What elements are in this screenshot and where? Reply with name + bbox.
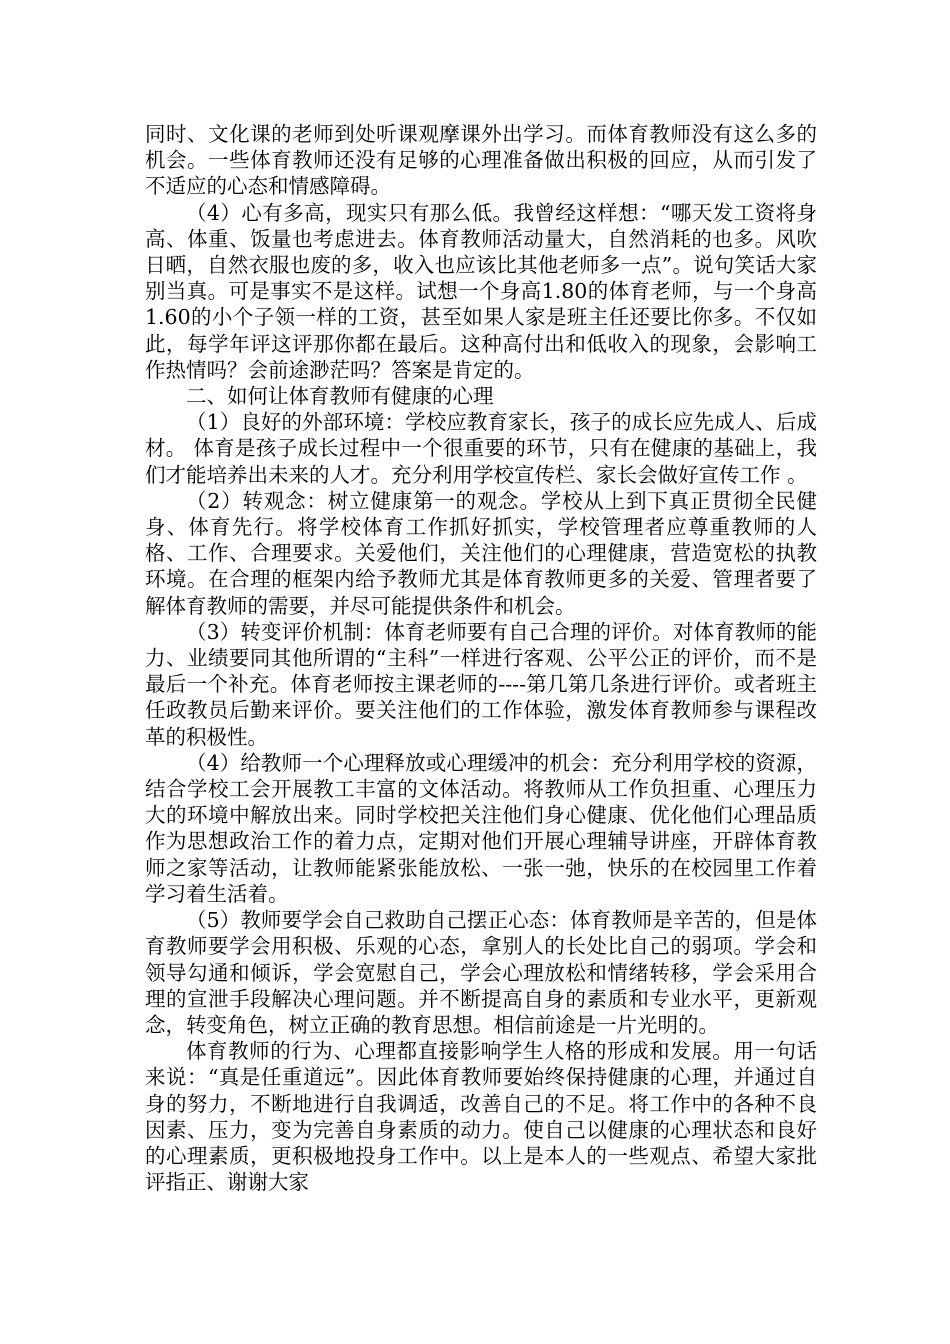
- paragraph-point-2-mindset: （2）转观念：树立健康第一的观念。学校从上到下真正贯彻全民健身、体育先行。将学校体育工作抓好抓实，学校管理者应尊重教师的人格、工作、合理要求。关爱他们，关注他们的心理健康，营造宽松的执教环境。在合理的框架内给予教师尤其是体育教师更多的关爱、管理者要了解体育教师的需要，并尽可能提供条件和机会。: [145, 488, 817, 618]
- paragraph-point-1-environment: （1）良好的外部环境：学校应教育家长，孩子的成长应先成人、后成材。 体育是孩子成长过程中一个很重要的环节，只有在健康的基础上，我们才能培养出未来的人才。充分利用学校宣传栏、家长会做好宣传工作 。: [145, 410, 817, 487]
- paragraph-point-4-release: （4）给教师一个心理释放或心理缓冲的机会：充分利用学校的资源，结合学校工会开展教工丰富的文体活动。将教师从工作负担重、心理压力大的环境中解放出来。同时学校把关注他们身心健康、优化他们心理品质作为思想政治工作的着力点，定期对他们开展心理辅导讲座，开辟体育教师之家等活动，让教师能紧张能放松、一张一弛，快乐的在校园里工作着学习着生活着。: [145, 750, 817, 906]
- section-heading-healthy-mind: 二、如何让体育教师有健康的心理: [186, 384, 494, 409]
- paragraph-point-4-expectation: （4）心有多高，现实只有那么低。我曾经这样想：“哪天发工资将身高、体重、饭量也考虑进去。体育教师活动量大，自然消耗的也多。风吹日晒，自然衣服也废的多，收入也应该比其他老师多一点”。说句笑话大家别当真。可是事实不是这样。试想一个身高1.80的体育老师，与一个身高1.60的小个子领一样的工资，甚至如果人家是班主任还要比你多。不仅如此，每学年评这评那你都在最后。这种高付出和低收入的现象，会影响工作热情吗？会前途渺茫吗？答案是肯定的。: [145, 200, 817, 382]
- paragraph-point-5-self-help: （5）教师要学会自己救助自己摆正心态：体育教师是辛苦的，但是体育教师要学会用积极、乐观的心态，拿别人的长处比自己的弱项。学会和领导勾通和倾诉，学会宽慰自己，学会心理放松和情绪转移，学会采用合理的宣泄手段解决心理问题。并不断提高自身的素质和专业水平，更新观念，转变角色，树立正确的教育思想。相信前途是一片光明的。: [145, 908, 817, 1037]
- paragraph-point-3-evaluation: （3）转变评价机制：体育老师要有自己合理的评价。对体育教师的能力、业绩要同其他所谓的“主科”一样进行客观、公平公正的评价，而不是最后一个补充。体育老师按主课老师的----第几第几条进行评价。或者班主任政教员后勤来评价。要关注他们的工作体验，激发体育教师参与课程改革的积极性。: [145, 619, 817, 749]
- document-body: [145, 121, 817, 1195]
- paragraph-conclusion: 体育教师的行为、心理都直接影响学生人格的形成和发展。用一句话来说：“真是任重道远”。因此体育教师要始终保持健康的心理，并通过自身的努力，不断地进行自我调适，改善自己的不足。将工作中的各种不良因素、压力，变为完善自身素质的动力。使自己以健康的心理状态和良好的心理素质，更积极地投身工作中。以上是本人的一些观点、希望大家批评指正、谢谢大家: [145, 1039, 817, 1195]
- paragraph-continuation: 同时、文化课的老师到处听课观摩课外出学习。而体育教师没有这么多的机会。一些体育教师还没有足够的心理准备做出积极的回应，从而引发了不适应的心态和情感障碍。: [145, 122, 817, 199]
